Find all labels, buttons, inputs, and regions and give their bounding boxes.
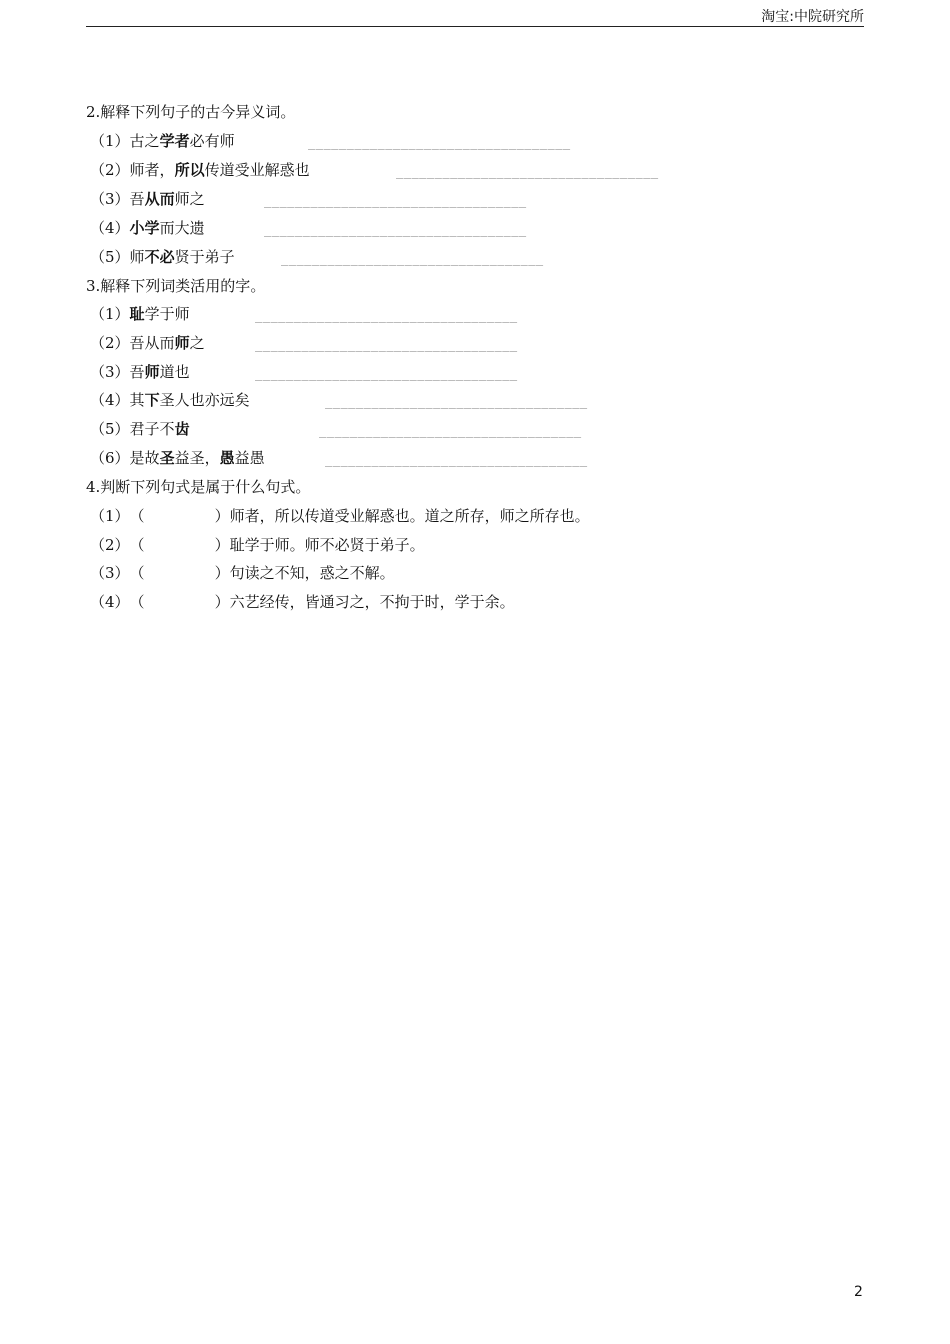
s3-item-1-blank[interactable]: __________________________________ <box>255 309 518 323</box>
section-4-title: 4.判断下列句式是属于什么句式。 <box>86 478 311 496</box>
s3-item-5-blank[interactable]: __________________________________ <box>319 424 582 438</box>
item-text: 是故 <box>129 449 160 467</box>
answer-paren-close: ） <box>214 507 230 525</box>
s2-item-1 <box>90 129 235 153</box>
s2-item-2 <box>90 158 310 182</box>
item-text: 师者，所以传道受业解惑也。道之所存，师之所存也。 <box>229 507 590 525</box>
item-keyword: 齿 <box>174 420 190 438</box>
item-text: 学于师 <box>144 305 190 323</box>
s2-item-4-blank[interactable]: __________________________________ <box>264 223 527 237</box>
item-keyword: 小学 <box>129 219 160 237</box>
answer-paren-close: ） <box>214 536 230 554</box>
s2-item-1-blank[interactable]: __________________________________ <box>308 136 571 150</box>
item-number: （2） <box>90 334 130 352</box>
section-3-title: 3.解释下列词类活用的字。 <box>86 277 266 295</box>
answer-paren-open: （ <box>129 593 145 611</box>
item-text: 耻学于师。师不必贤于弟子。 <box>229 536 425 554</box>
item-text: 其 <box>129 391 145 409</box>
s3-item-5 <box>90 417 190 441</box>
item-number: （5） <box>90 248 130 266</box>
s2-item-4 <box>90 216 205 240</box>
section-2-title: 2.解释下列句子的古今异义词。 <box>86 103 296 121</box>
item-text: 益圣， <box>174 449 220 467</box>
s2-item-2-blank[interactable]: __________________________________ <box>396 165 659 179</box>
item-text: 师之 <box>174 190 205 208</box>
item-number: （1） <box>90 507 130 525</box>
item-keyword: 耻 <box>129 305 145 323</box>
s2-item-5-blank[interactable]: __________________________________ <box>281 252 544 266</box>
s3-item-4 <box>90 388 250 412</box>
item-keyword: 不必 <box>144 248 175 266</box>
item-text: 之 <box>189 334 205 352</box>
item-text: 师 <box>129 248 145 266</box>
item-text: 而大遗 <box>159 219 205 237</box>
s3-item-4-blank[interactable]: __________________________________ <box>325 395 588 409</box>
item-number: （1） <box>90 305 130 323</box>
answer-paren-open: （ <box>129 564 145 582</box>
s3-item-2 <box>90 331 205 355</box>
item-number: （4） <box>90 391 130 409</box>
item-number: （5） <box>90 420 130 438</box>
item-number: （3） <box>90 564 130 582</box>
item-keyword: 愚 <box>219 449 235 467</box>
item-number: （3） <box>90 363 130 381</box>
answer-paren-open: （ <box>129 507 145 525</box>
s2-item-3 <box>90 187 205 211</box>
header-divider <box>86 26 864 27</box>
item-number: （1） <box>90 132 130 150</box>
s3-item-6-blank[interactable]: __________________________________ <box>325 453 588 467</box>
item-text: 贤于弟子 <box>174 248 235 266</box>
item-text: 吾 <box>129 190 145 208</box>
item-text: 道也 <box>159 363 190 381</box>
item-keyword: 从而 <box>144 190 175 208</box>
item-number: （4） <box>90 593 130 611</box>
page-number: 2 <box>854 1284 863 1300</box>
item-text: 必有师 <box>189 132 235 150</box>
item-text: 师者， <box>129 161 175 179</box>
s4-item-4 <box>90 590 515 614</box>
s3-item-6 <box>90 446 265 470</box>
item-text: 传道受业解惑也 <box>204 161 310 179</box>
item-text: 吾从而 <box>129 334 175 352</box>
s4-item-3 <box>90 561 395 585</box>
item-text: 吾 <box>129 363 145 381</box>
item-text: 益愚 <box>234 449 265 467</box>
item-keyword: 学者 <box>159 132 190 150</box>
item-keyword: 圣 <box>159 449 175 467</box>
s3-item-3-blank[interactable]: __________________________________ <box>255 367 518 381</box>
item-keyword: 师 <box>174 334 190 352</box>
s3-item-1 <box>90 302 190 326</box>
s3-item-2-blank[interactable]: __________________________________ <box>255 338 518 352</box>
item-text: 六艺经传，皆通习之，不拘于时，学于余。 <box>229 593 515 611</box>
item-keyword: 所以 <box>174 161 205 179</box>
s2-item-5 <box>90 245 235 269</box>
answer-paren-close: ） <box>214 564 230 582</box>
item-number: （2） <box>90 536 130 554</box>
s3-item-3 <box>90 360 190 384</box>
item-number: （2） <box>90 161 130 179</box>
item-number: （3） <box>90 190 130 208</box>
s4-item-2 <box>90 533 425 557</box>
item-text: 君子不 <box>129 420 175 438</box>
header-shop-label: 淘宝:中院研究所 <box>761 9 864 25</box>
answer-paren-open: （ <box>129 536 145 554</box>
item-keyword: 师 <box>144 363 160 381</box>
item-number: （4） <box>90 219 130 237</box>
item-text: 圣人也亦远矣 <box>159 391 250 409</box>
item-text: 古之 <box>129 132 160 150</box>
s4-item-1 <box>90 504 590 528</box>
item-keyword: 下 <box>144 391 160 409</box>
s2-item-3-blank[interactable]: __________________________________ <box>264 194 527 208</box>
answer-paren-close: ） <box>214 593 230 611</box>
item-text: 句读之不知，惑之不解。 <box>229 564 395 582</box>
item-number: （6） <box>90 449 130 467</box>
